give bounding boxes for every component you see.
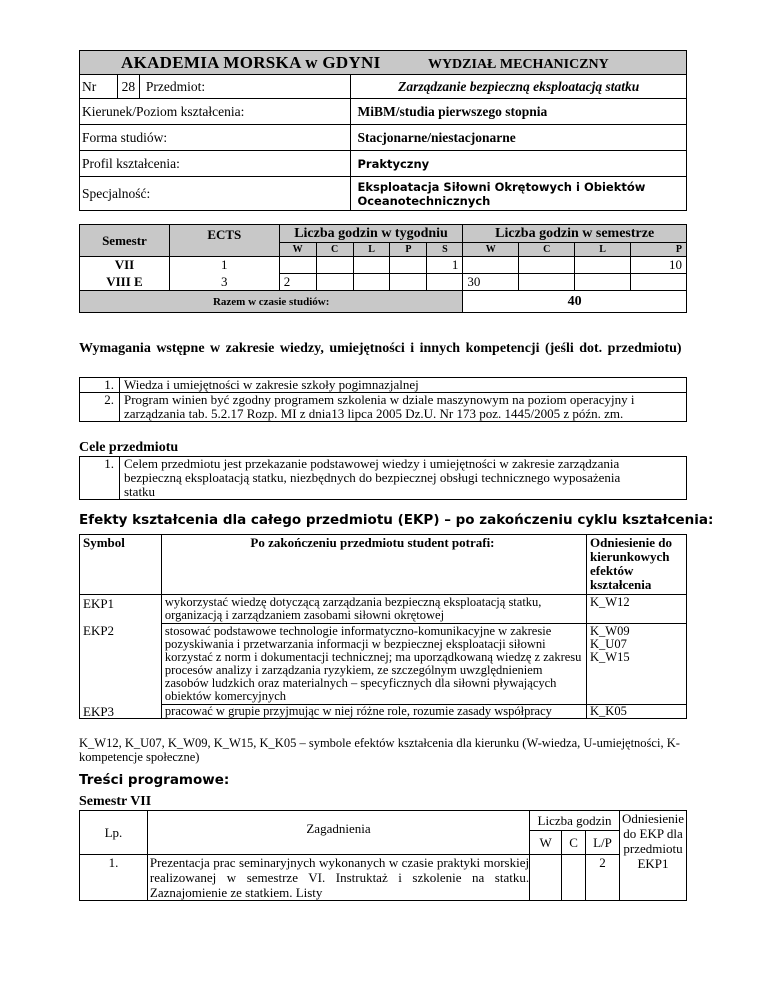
semester-col-c: C <box>519 243 575 257</box>
program-semester: Semestr VII <box>79 794 152 809</box>
hour-col-lp: L/P <box>586 831 620 855</box>
header-table <box>79 50 687 211</box>
program-reference <box>619 811 686 901</box>
hours-cell: 10 <box>631 257 687 274</box>
row-hours-w <box>530 855 562 901</box>
header-title-row <box>80 51 687 75</box>
hour-col-c: C <box>562 831 586 855</box>
hours-cell <box>519 257 575 274</box>
hours-cell: 30 <box>463 274 519 291</box>
hours-table <box>79 224 687 313</box>
semester-col-w: W <box>463 243 519 257</box>
effect-description: pracować w grupie przyjmując w niej różne role, rozumie zasady współpracy <box>161 705 586 719</box>
study-form-label: Forma studiów: <box>80 125 351 151</box>
effects-title: Efekty kształcenia dla całego przedmiotu (EKP) – po zakończeniu cyklu kształcenia: <box>79 512 714 528</box>
semester-cell: VIII E <box>80 274 170 291</box>
col-lp: Lp. <box>80 811 148 855</box>
effect-description: stosować podstawowe technologie informatyczno-komunikacyjne w zakresie pozyskiwania i przetwarzania informacji w bezpiecznej eksploatacji siłowni korzystać z norm i dokumentacji technicznej; ma uporządkowaną wiedzę z zakresu procesów analizy i zarządzania ryzykiem, ze szczególnym uwzględnieniem zasobów ludzkich oraz materialnych – specyficznych dla siłowni pływających obiektów komercyjnych <box>161 624 586 705</box>
nr-value: 28 <box>117 75 139 99</box>
weekly-col-s: S <box>427 243 463 257</box>
hours-cell <box>316 274 353 291</box>
ects-cell: 1 <box>169 257 279 274</box>
weekly-col-l: L <box>353 243 390 257</box>
hours-cell <box>279 257 316 274</box>
semester-cell: VII <box>80 257 170 274</box>
row-topic: Prezentacja prac seminaryjnych wykonanych w czasie praktyki morskiej realizowanej w semestrze VI. Instruktaż i szkolenie na statku. Zaznajomienie ze statkiem. Listy <box>147 855 529 901</box>
semester-col-l: L <box>575 243 631 257</box>
list-number: 2. <box>80 393 120 422</box>
weekly-col-w: W <box>279 243 316 257</box>
field-value: MiBM/studia pierwszego stopnia <box>351 99 687 125</box>
effect-symbol: EKP1 <box>80 595 162 624</box>
hours-cell <box>463 257 519 274</box>
table-row <box>80 624 687 705</box>
requirements-list <box>79 377 687 422</box>
list-text: Celem przedmiotu jest przekazanie podstawowej wiedzy i umiejętności w zakresie zarządzania bezpieczną eksploatacją statku, niezbędnych do bezpiecznej obsługi technicznego wyposażenia statku <box>120 457 687 500</box>
hours-cell <box>390 257 427 274</box>
col-reference: Odniesienie do kierunkowych efektów kształcenia <box>587 535 687 595</box>
specialty-label: Specjalność: <box>80 177 351 211</box>
total-label: Razem w czasie studiów: <box>80 291 463 313</box>
hours-cell <box>427 274 463 291</box>
row-lp: 1. <box>80 855 148 901</box>
hour-col-w: W <box>530 831 562 855</box>
table-row <box>80 705 687 719</box>
col-reference: Odniesienie do EKP dla przedmiotu <box>621 811 685 856</box>
hours-cell <box>575 257 631 274</box>
effect-reference: K_W12 <box>587 595 687 624</box>
effect-symbol: EKP2 <box>80 624 162 705</box>
semester-col-p: P <box>631 243 687 257</box>
hours-cell <box>390 274 427 291</box>
program-title: Treści programowe: <box>79 772 230 788</box>
list-item <box>80 393 687 422</box>
row-reference: EKP1 <box>637 856 669 871</box>
weekly-col-p: P <box>390 243 427 257</box>
list-item <box>80 378 687 393</box>
university-name: AKADEMIA MORSKA w GDYNI <box>121 52 381 72</box>
effect-reference: K_K05 <box>587 705 687 719</box>
weekly-col-c: C <box>316 243 353 257</box>
list-item <box>80 457 687 500</box>
profile-value: Praktyczny <box>351 151 687 177</box>
col-symbol: Symbol <box>80 535 162 595</box>
list-number: 1. <box>80 457 120 500</box>
hours-cell <box>353 274 390 291</box>
effects-table <box>79 534 687 719</box>
col-hours: Liczba godzin <box>530 811 620 831</box>
specialty-value: Eksploatacja Siłowni Okrętowych i Obiektów Oceanotechnicznych <box>351 177 687 211</box>
field-label: Kierunek/Poziom kształcenia: <box>80 99 351 125</box>
semestr-header: Semestr <box>80 225 170 257</box>
row-hours-c <box>562 855 586 901</box>
weekly-hours-header: Liczba godzin w tygodniu <box>279 225 463 243</box>
requirements-title: Wymagania wstępne w zakresie wiedzy, umiejętności i innych kompetencji (jeśli dot. przedmiotu) <box>79 341 682 356</box>
ects-cell: 3 <box>169 274 279 291</box>
profile-label: Profil kształcenia: <box>80 151 351 177</box>
hours-cell <box>316 257 353 274</box>
nr-label: Nr <box>80 75 118 99</box>
col-topics: Zagadnienia <box>147 811 529 855</box>
row-hours-lp: 2 <box>586 855 620 901</box>
hours-row <box>80 257 687 274</box>
effect-symbol: EKP3 <box>80 705 162 719</box>
effects-footnote: K_W12, K_U07, K_W09, K_W15, K_K05 – symbole efektów kształcenia dla kierunku (W-wiedza, U-umiejętności, K-kompetencje społeczne) <box>79 736 680 764</box>
list-text: Wiedza i umiejętności w zakresie szkoły pogimnazjalnej <box>120 378 687 393</box>
hours-cell: 2 <box>279 274 316 291</box>
subject-label: Przedmiot: <box>139 75 351 99</box>
hours-cell <box>575 274 631 291</box>
hours-cell: 1 <box>427 257 463 274</box>
list-number: 1. <box>80 378 120 393</box>
table-row <box>80 595 687 624</box>
semester-hours-header: Liczba godzin w semestrze <box>463 225 687 243</box>
goals-list <box>79 456 687 500</box>
effect-reference: K_W09 K_U07 K_W15 <box>587 624 687 705</box>
hours-row <box>80 274 687 291</box>
study-form-value: Stacjonarne/niestacjonarne <box>351 125 687 151</box>
hours-cell <box>353 257 390 274</box>
faculty-name: WYDZIAŁ MECHANICZNY <box>427 56 609 72</box>
ects-header: ECTS <box>169 225 279 257</box>
goals-title: Cele przedmiotu <box>79 440 179 455</box>
table-row <box>80 855 687 901</box>
hours-cell <box>631 274 687 291</box>
effect-description: wykorzystać wiedzę dotyczącą zarządzania bezpieczną eksploatacją statku, organizacją i zarządzaniem zasobami siłowni okrętowej <box>161 595 586 624</box>
subject-value: Zarządzanie bezpieczną eksploatacją statku <box>351 75 687 99</box>
total-value: 40 <box>463 291 687 313</box>
hours-cell <box>519 274 575 291</box>
program-table <box>79 810 687 901</box>
col-description: Po zakończeniu przedmiotu student potrafi: <box>161 535 586 595</box>
list-text: Program winien być zgodny programem szkolenia w dziale maszynowym na poziom operacyjny i zarządzania tab. 5.2.17 Rozp. MI z dnia13 lipca 2005 Dz.U. Nr 173 poz. 1445/2005 z późn. zm. <box>120 393 687 422</box>
